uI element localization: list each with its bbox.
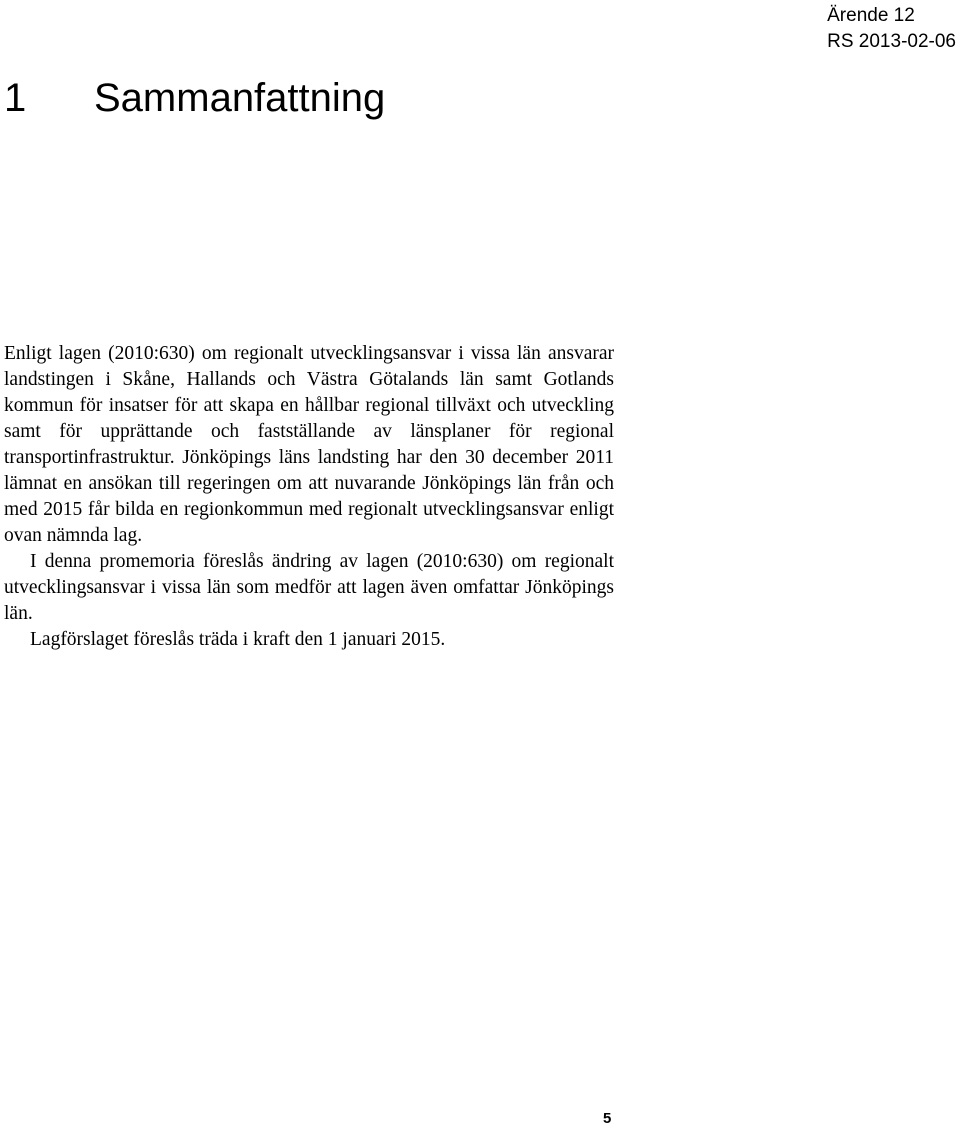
summary-body bbox=[4, 341, 614, 653]
section-number: 1 bbox=[4, 76, 27, 120]
page-number: 5 bbox=[603, 1110, 612, 1127]
paragraph-intro: Enligt lagen (2010:630) om regionalt utvecklingsansvar i vissa län ansvarar landstingen i Skåne, Hallands och Västra Götalands län samt Gotlands kommun för insatser för att skapa en hållbar regional tillväxt och utveckling samt för upprättande och fastställande av länsplaner för regional transportinfrastruktur. Jönköpings läns landsting har den 30 december 2011 lämnat en ansökan till regeringen om att nuvarande Jönköpings län från och med 2015 får bilda en regionkommun med regionalt utvecklingsansvar enligt ovan nämnda lag. bbox=[4, 343, 614, 546]
section-heading bbox=[4, 74, 385, 122]
section-title: Sammanfattning bbox=[94, 76, 386, 120]
document-header bbox=[827, 3, 956, 55]
paragraph-effective-date: Lagförslaget föreslås träda i kraft den 1 januari 2015. bbox=[30, 629, 446, 650]
case-reference: Ärende 12 bbox=[827, 5, 915, 26]
meeting-date: RS 2013-02-06 bbox=[827, 31, 956, 52]
paragraph-proposal: I denna promemoria föreslås ändring av lagen (2010:630) om regionalt utvecklingsansvar i vissa län som medför att lagen även omfattar Jönköpings län. bbox=[4, 551, 614, 624]
